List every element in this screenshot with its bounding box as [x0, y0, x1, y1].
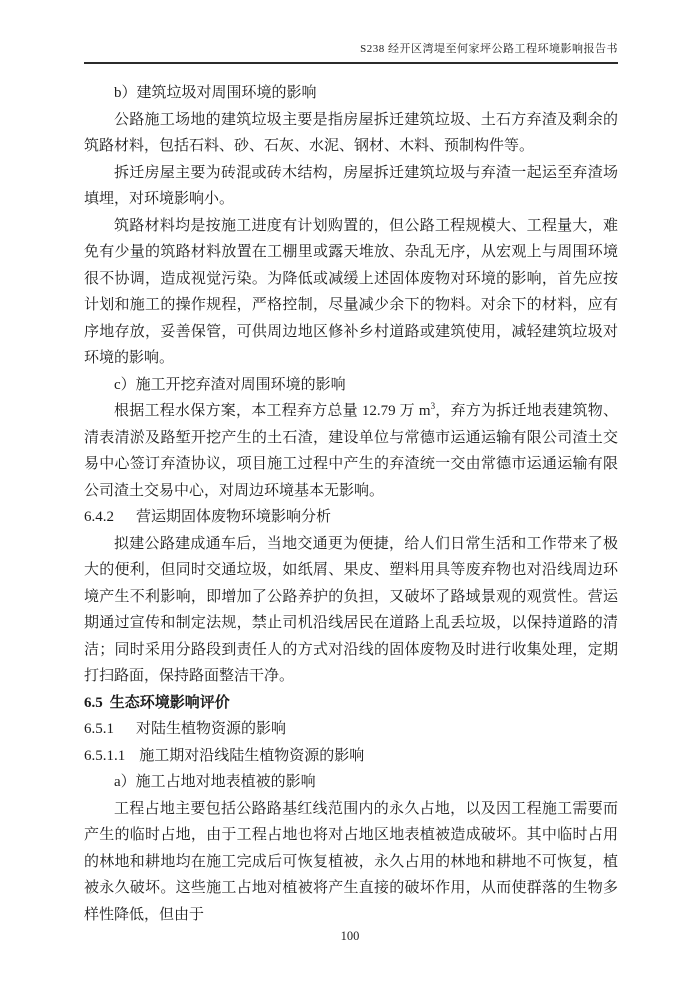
- subitem-a-heading: a）施工占地对地表植被的影响: [114, 774, 316, 790]
- page-number: 100: [340, 929, 360, 943]
- section-title: 对陆生植物资源的影响: [136, 721, 287, 737]
- paragraph-text: ，弃方为拆迁地表建筑物、清表清淤及路堑开挖产生的土石渣，建设单位与常德市运通运输有限公司渣土交易中心签订弃渣协议，项目施工过程中产生的弃渣统一交由常德市运通运输有限公司渣土交易中心，对周边环境基本无影响。: [84, 403, 618, 499]
- section-title: 生态环境影响评价: [109, 694, 230, 711]
- paragraph-text: 根据工程水保方案，本工程弃方总量 12.79 万 m: [114, 403, 431, 419]
- paragraph: 公路施工场地的建筑垃圾主要是指房屋拆迁建筑垃圾、土石方弃渣及剩余的筑路材料，包括石料、砂、石灰、水泥、钢材、木料、预制构件等。: [84, 111, 618, 154]
- section-number: 6.5: [84, 694, 103, 711]
- section-number: 6.5.1.1: [84, 747, 126, 764]
- report-header-title: S238 经开区湾堤至何家坪公路工程环境影响报告书: [360, 43, 618, 55]
- paragraph: 拟建公路建成通车后，当地交通更为便捷，给人们日常生活和工作带来了极大的便利，但同时交通垃圾，如纸屑、果皮、塑料用具等废弃物也对沿线周边环境产生不利影响，即增加了公路养护的负担，又破坏了路域景观的观赏性。营运期通过宣传和制定法规，禁止司机沿线居民在道路上乱丢垃圾，以保持道路的清洁；同时采用分路段到责任人的方式对沿线的固体废物及时进行收集处理，定期打扫路面，保持路面整洁干净。: [84, 535, 618, 684]
- page-header: [84, 40, 618, 64]
- paragraph: 拆迁房屋主要为砖混或砖木结构，房屋拆迁建筑垃圾与弃渣一起运至弃渣场填埋，对环境影响小。: [84, 164, 618, 207]
- subitem-c-heading: c）施工开挖弃渣对周围环境的影响: [114, 376, 346, 393]
- document-body: [84, 80, 618, 928]
- paragraph: [84, 398, 618, 504]
- page-footer: [0, 929, 700, 944]
- paragraph: 筑路材料均是按施工进度有计划购置的，但公路工程规模大、工程量大，难免有少量的筑路材料放置在工棚里或露天堆放、杂乱无序，从宏观上与周围环境很不协调，造成视觉污染。为降低或减缓上述固体废物对环境的影响，首先应按计划和施工的操作规程，严格控制，尽量减少余下的物料。对余下的材料，应有序地存放，妥善保管，可供周边地区修补乡村道路或建筑使用，减轻建筑垃圾对环境的影响。: [84, 217, 618, 366]
- section-title: 施工期对沿线陆生植物资源的影响: [139, 747, 365, 764]
- section-heading-6-5-1: [84, 716, 618, 743]
- paragraph: 工程占地主要包括公路路基红线范围内的永久占地，以及因工程施工需要而产生的临时占地，由于工程占地也将对占地区地表植被造成破坏。其中临时占用的林地和耕地均在施工完成后可恢复植被，永久占用的林地和耕地不可恢复，植被永久破坏。这些施工占地对植被将产生直接的破坏作用，从而使群落的生物多样性降低，但由于: [84, 800, 618, 923]
- subitem-b-heading: b）建筑垃圾对周围环境的影响: [114, 85, 317, 101]
- section-heading-6-5-1-1: [84, 743, 618, 770]
- superscript-cubic-meter: 3: [430, 401, 436, 411]
- section-heading-6-4-2: [84, 504, 618, 531]
- section-number: 6.5.1: [84, 721, 114, 737]
- section-number: 6.4.2: [84, 509, 114, 525]
- section-heading-6-5: [84, 690, 618, 717]
- section-title: 营运期固体废物环境影响分析: [136, 509, 332, 525]
